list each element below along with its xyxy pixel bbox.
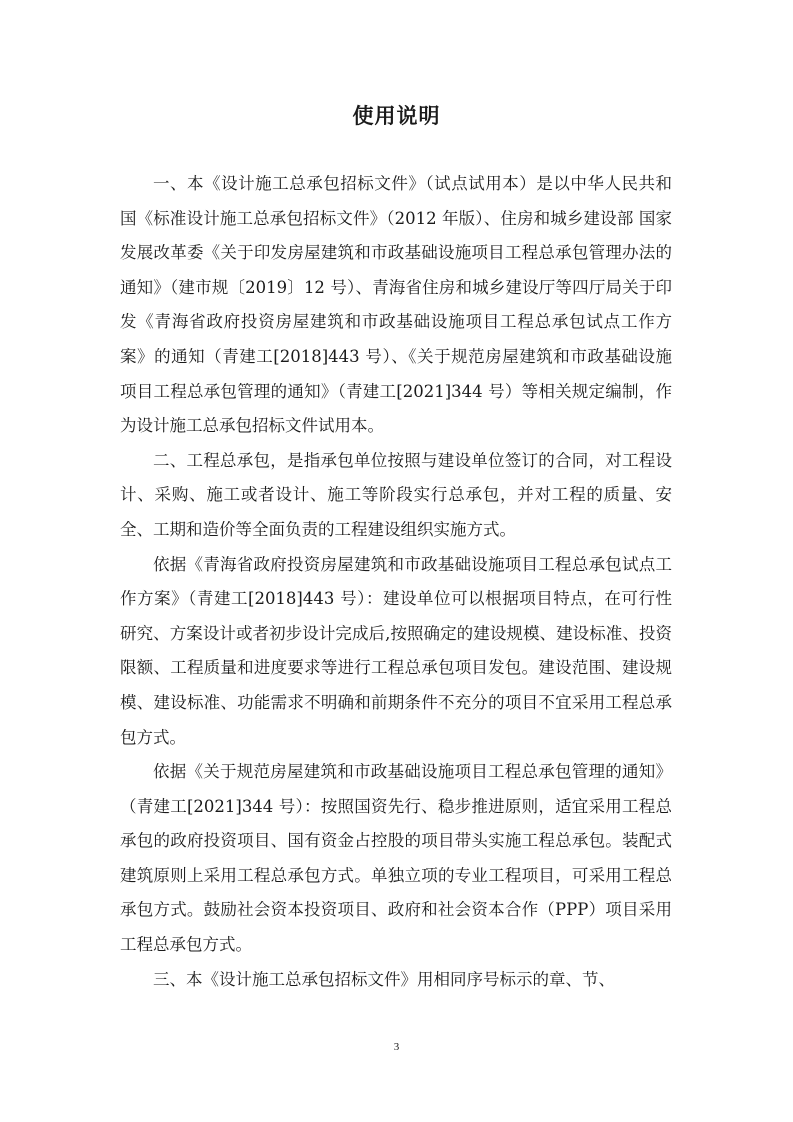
document-body (120, 167, 672, 997)
page-number: 3 (393, 1041, 400, 1053)
paragraph-3: 依据《青海省政府投资房屋建筑和市政基础设施项目工程总承包试点工作方案》（青建工[2018]443 号）：建设单位可以根据项目特点，在可行性研究、方案设计或者初步设计完成后,按照确定的建设规模、建设标准、投资限额、工程质量和进度要求等进行工程总承包项目发包。建设范围、建设规模、建设标准、功能需求不明确和前期条件不充分的项目不宜采用工程总承包方式。 (120, 554, 672, 747)
page-title: 使用说明 (352, 104, 441, 128)
paragraph-2: 二、工程总承包，是指承包单位按照与建设单位签订的合同，对工程设计、采购、施工或者设计、施工等阶段实行总承包，并对工程的质量、安全、工期和造价等全面负责的工程建设组织实施方式。 (120, 450, 672, 539)
paragraph-5: 三、本《设计施工总承包招标文件》用相同序号标示的章、节、 (153, 969, 615, 989)
paragraph-4: 依据《关于规范房屋建筑和市政基础设施项目工程总承包管理的通知》（青建工[2021]344 号）：按照国资先行、稳步推进原则，适宜采用工程总承包的政府投资项目、国有资金占控股的项目带头实施工程总承包。装配式建筑原则上采用工程总承包方式。单独立项的专业工程项目，可采用工程总承包方式。鼓励社会资本投资项目、政府和社会资本合作（PPP）项目采用工程总承包方式。 (120, 762, 672, 955)
paragraph-1: 一、本《设计施工总承包招标文件》（试点试用本）是以中华人民共和国《标准设计施工总承包招标文件》（2012 年版）、住房和城乡建设部 国家发展改革委《关于印发房屋建筑和市政基础设施项目工程总承包管理办法的通知》（建市规〔2019〕12 号）、青海省住房和城乡建设厅等四厅局关于印发《青海省政府投资房屋建筑和市政基础设施项目工程总承包试点工作方案》的通知（青建工[2018]443 号）、《关于规范房屋建筑和市政基础设施项目工程总承包管理的通知》（青建工[2021]344 号）等相关规定编制，作为设计施工总承包招标文件试用本。 (120, 174, 672, 436)
